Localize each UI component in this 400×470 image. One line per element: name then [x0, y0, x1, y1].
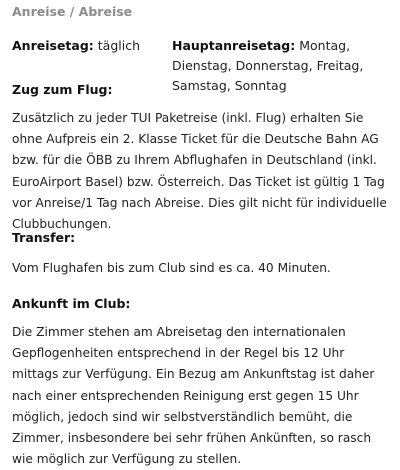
section-title: Anreise / Abreise — [12, 4, 133, 19]
transfer-text: Vom Flughafen bis zum Club sind es ca. 40 Minuten. — [12, 261, 331, 275]
main-arrival-day-value: Montag, Dienstag, Donnerstag, Freitag, Samstag, Sonntag — [172, 38, 364, 93]
arrival-day-label: Anreisetag: — [12, 38, 94, 53]
arrival-day-info — [12, 36, 140, 56]
transfer-heading: Transfer: — [12, 230, 76, 245]
arrival-day-value: täglich — [97, 38, 141, 53]
train-text: Zusätzlich zu jeder TUI Paketreise (inkl. Flug) erhalten Sie ohne Aufpreis ein 2. Klasse Ticket für die Deutsche Bahn AG bzw. für die ÖBB zu Ihrem Abflughafen in Deutschland (inkl. EuroAirport Basel) bzw. Österreich. Das Ticket ist gültig 1 Tag vor Anreise/1 Tag nach Abreise. Dies gilt nicht für individuelle Clubbuchungen. — [12, 111, 387, 232]
main-arrival-day-label: Hauptanreisetag: — [172, 38, 296, 53]
main-arrival-day-info — [172, 36, 397, 96]
club-arrival-heading: Ankunft im Club: — [12, 296, 131, 311]
train-heading: Zug zum Flug: — [12, 82, 113, 97]
club-arrival-text: Die Zimmer stehen am Abreisetag den internationalen Gepflogenheiten entsprechend in der Regel bis 12 Uhr mittags zur Verfügung. Ein Bezug am Ankunftstag ist daher nach einer entsprechenden Reinigung erst gegen 15 Uhr möglich, jedoch sind wir selbstverständlich bemüht, die Zimmer, insbesondere bei sehr frühen Ankünften, so rasch wie möglich zur Verfügung zu stellen. — [12, 325, 375, 467]
